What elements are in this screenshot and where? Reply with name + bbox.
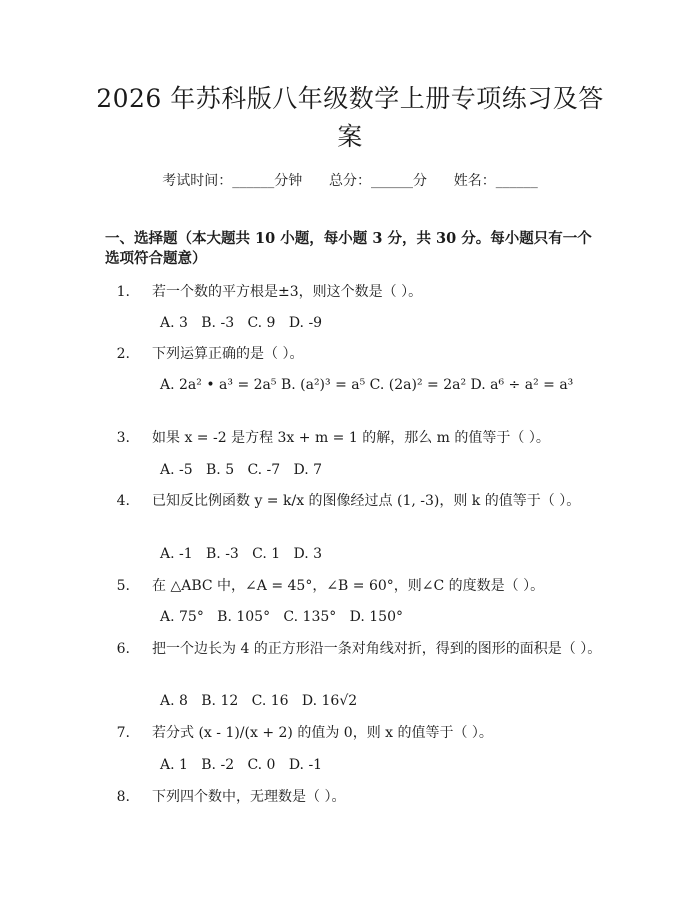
document-title: 2026 年苏科版八年级数学上册专项练习及答案 bbox=[96, 84, 604, 151]
question-number: 4. bbox=[116, 493, 130, 509]
question-number: 8. bbox=[116, 789, 130, 805]
question-number: 6. bbox=[116, 641, 130, 657]
question-5-options: A. 75° B. 105° C. 135° D. 150° bbox=[160, 609, 403, 625]
question-2 bbox=[104, 343, 604, 365]
question-number: 2. bbox=[116, 346, 130, 362]
question-4-options: A. -1 B. -3 C. 1 D. 3 bbox=[160, 546, 323, 562]
question-text: 若一个数的平方根是±3，则这个数是（ ）。 bbox=[152, 284, 423, 300]
question-5 bbox=[104, 575, 604, 597]
question-3-options: A. -5 B. 5 C. -7 D. 7 bbox=[160, 462, 323, 478]
question-number: 7. bbox=[116, 725, 130, 741]
question-text: 若分式 (x - 1)/(x + 2) 的值为 0，则 x 的值等于（ ）。 bbox=[152, 725, 493, 741]
question-number: 5. bbox=[116, 578, 130, 594]
question-text: 如果 x = -2 是方程 3x + m = 1 的解，那么 m 的值等于（ ）。 bbox=[152, 430, 550, 446]
student-name-label: 姓名：______ bbox=[453, 173, 538, 189]
question-4 bbox=[104, 490, 604, 512]
question-number: 3. bbox=[116, 430, 130, 446]
question-7-options: A. 1 B. -2 C. 0 D. -1 bbox=[160, 757, 323, 773]
question-8 bbox=[104, 786, 604, 808]
question-6-options: A. 8 B. 12 C. 16 D. 16√2 bbox=[160, 693, 358, 709]
total-score-label: 总分：______分 bbox=[329, 173, 427, 189]
question-1-options: A. 3 B. -3 C. 9 D. -9 bbox=[160, 315, 323, 331]
question-text: 在 △ABC 中，∠A = 45°，∠B = 60°，则∠C 的度数是（ ）。 bbox=[152, 578, 545, 594]
question-text: 下列四个数中，无理数是（ ）。 bbox=[152, 789, 346, 805]
question-text: 已知反比例函数 y = k/x 的图像经过点 (1, -3)，则 k 的值等于（ ）。 bbox=[152, 493, 581, 509]
exam-time-label: 考试时间：______分钟 bbox=[162, 173, 303, 189]
question-7 bbox=[104, 722, 604, 744]
question-1 bbox=[104, 281, 604, 303]
question-3 bbox=[104, 427, 604, 449]
question-text: 下列运算正确的是（ ）。 bbox=[152, 346, 304, 362]
question-2-options: A. 2a² • a³ = 2a⁵ B. (a²)³ = a⁵ C. (2a)² = 2a² D. a⁶ ÷ a² = a³ bbox=[160, 377, 574, 393]
question-number: 1. bbox=[116, 284, 130, 300]
exam-meta bbox=[0, 170, 700, 190]
section-heading: 一、选择题（本大题共 10 小题，每小题 3 分，共 30 分。每小题只有一个选项符合题意） bbox=[105, 230, 592, 267]
question-6 bbox=[104, 638, 604, 660]
question-text: 把一个边长为 4 的正方形沿一条对角线对折，得到的图形的面积是（ ）。 bbox=[152, 641, 602, 657]
